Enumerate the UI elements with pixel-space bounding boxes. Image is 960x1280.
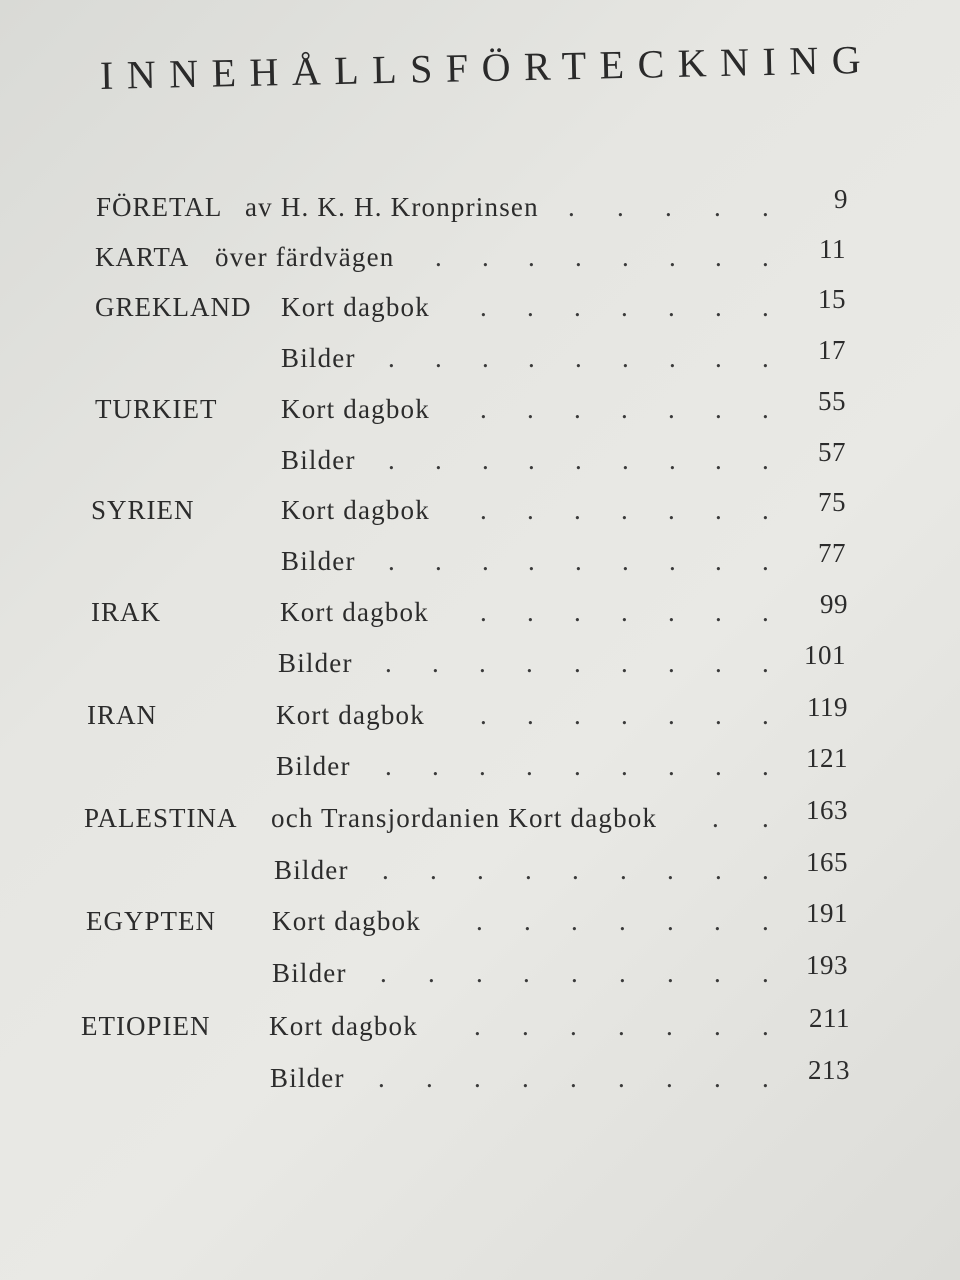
toc-page-number: 119: [807, 692, 848, 722]
toc-page-number: 9: [834, 184, 848, 214]
toc-entry-text: Bilder: [270, 1063, 345, 1093]
toc-page-number: 77: [818, 538, 846, 568]
toc-entry-text: Kort dagbok: [281, 292, 430, 322]
page-title: INNEHÅLLSFÖRTECKNING: [99, 36, 875, 98]
toc-entry: TURKIET Kort dagbok . . . . . . . 55: [95, 386, 846, 424]
toc-entry: Bilder . . . . . . . . . 165: [274, 847, 848, 885]
toc-entry: IRAN Kort dagbok . . . . . . . 119: [87, 692, 848, 730]
toc-page-number: 163: [806, 795, 848, 825]
toc-page-number: 57: [818, 437, 846, 467]
toc-entry: Bilder . . . . . . . . . 213: [270, 1055, 850, 1093]
toc-entry: ETIOPIEN Kort dagbok . . . . . . . 211: [81, 1003, 850, 1041]
toc-page-number: 191: [806, 898, 848, 928]
toc-section-name: IRAK: [91, 597, 161, 627]
toc-entry: Bilder . . . . . . . . . 77: [281, 538, 846, 576]
toc-entry-text: över färdvägen: [215, 242, 395, 272]
toc-entry: PALESTINA och Transjordanien Kort dagbok . . 163: [84, 795, 848, 833]
toc-entry-text: Kort dagbok: [272, 906, 421, 936]
toc-page-number: 211: [809, 1003, 850, 1033]
toc-page-number: 15: [818, 284, 846, 314]
toc-entry-text: Kort dagbok: [280, 597, 429, 627]
toc-entry-text: Bilder: [278, 648, 353, 678]
toc-entry: Bilder . . . . . . . . . 121: [276, 743, 848, 781]
toc-page-number: 193: [806, 950, 848, 980]
toc-section-name: EGYPTEN: [86, 906, 216, 936]
toc-entry-text: Bilder: [281, 343, 356, 373]
toc-entry: Bilder . . . . . . . . . 57: [281, 437, 846, 475]
toc-entry: Bilder . . . . . . . . . 193: [272, 950, 848, 988]
toc-entry-text: Kort dagbok: [281, 394, 430, 424]
toc-entry-text: och Transjordanien Kort dagbok: [271, 803, 658, 833]
toc-entry-text: Bilder: [272, 958, 347, 988]
toc-entry-text: Bilder: [276, 751, 351, 781]
toc-page-number: 121: [806, 743, 848, 773]
toc-section-name: IRAN: [87, 700, 157, 730]
toc-page-number: 165: [806, 847, 848, 877]
toc-entry: KARTA över färdvägen . . . . . . . . 11: [95, 234, 846, 272]
toc-page-number: 55: [818, 386, 846, 416]
toc-entry: Bilder . . . . . . . . . 17: [281, 335, 846, 373]
toc-page-number: 99: [820, 589, 848, 619]
toc-entry-text: Bilder: [274, 855, 349, 885]
toc-entry-text: av H. K. H. Kronprinsen: [245, 192, 539, 222]
toc-entry-text: Bilder: [281, 546, 356, 576]
toc-section-name: TURKIET: [95, 394, 218, 424]
toc-entry-text: Kort dagbok: [276, 700, 425, 730]
toc-entry: EGYPTEN Kort dagbok . . . . . . . 191: [86, 898, 848, 936]
toc-entry: FÖRETAL av H. K. H. Kronprinsen . . . . . 9: [96, 184, 848, 222]
toc-page-number: 17: [818, 335, 846, 365]
toc-section-name: GREKLAND: [95, 292, 252, 322]
toc-entry-text: Kort dagbok: [269, 1011, 418, 1041]
toc-entry: GREKLAND Kort dagbok . . . . . . . 15: [95, 284, 846, 322]
toc-entry-text: Bilder: [281, 445, 356, 475]
toc-entry-text: Kort dagbok: [281, 495, 430, 525]
toc-section-name: KARTA: [95, 242, 190, 272]
toc-page-number: 213: [808, 1055, 850, 1085]
toc-page-number: 75: [818, 487, 846, 517]
toc-entry: IRAK Kort dagbok . . . . . . . 99: [91, 589, 848, 627]
toc-section-name: FÖRETAL: [96, 192, 223, 222]
toc-entry: SYRIEN Kort dagbok . . . . . . . 75: [91, 487, 846, 525]
toc-page-number: 11: [819, 234, 846, 264]
toc-entry: Bilder . . . . . . . . . 101: [278, 640, 846, 678]
toc-page-number: 101: [804, 640, 846, 670]
toc-section-name: SYRIEN: [91, 495, 195, 525]
toc-section-name: PALESTINA: [84, 803, 238, 833]
toc-section-name: ETIOPIEN: [81, 1011, 211, 1041]
